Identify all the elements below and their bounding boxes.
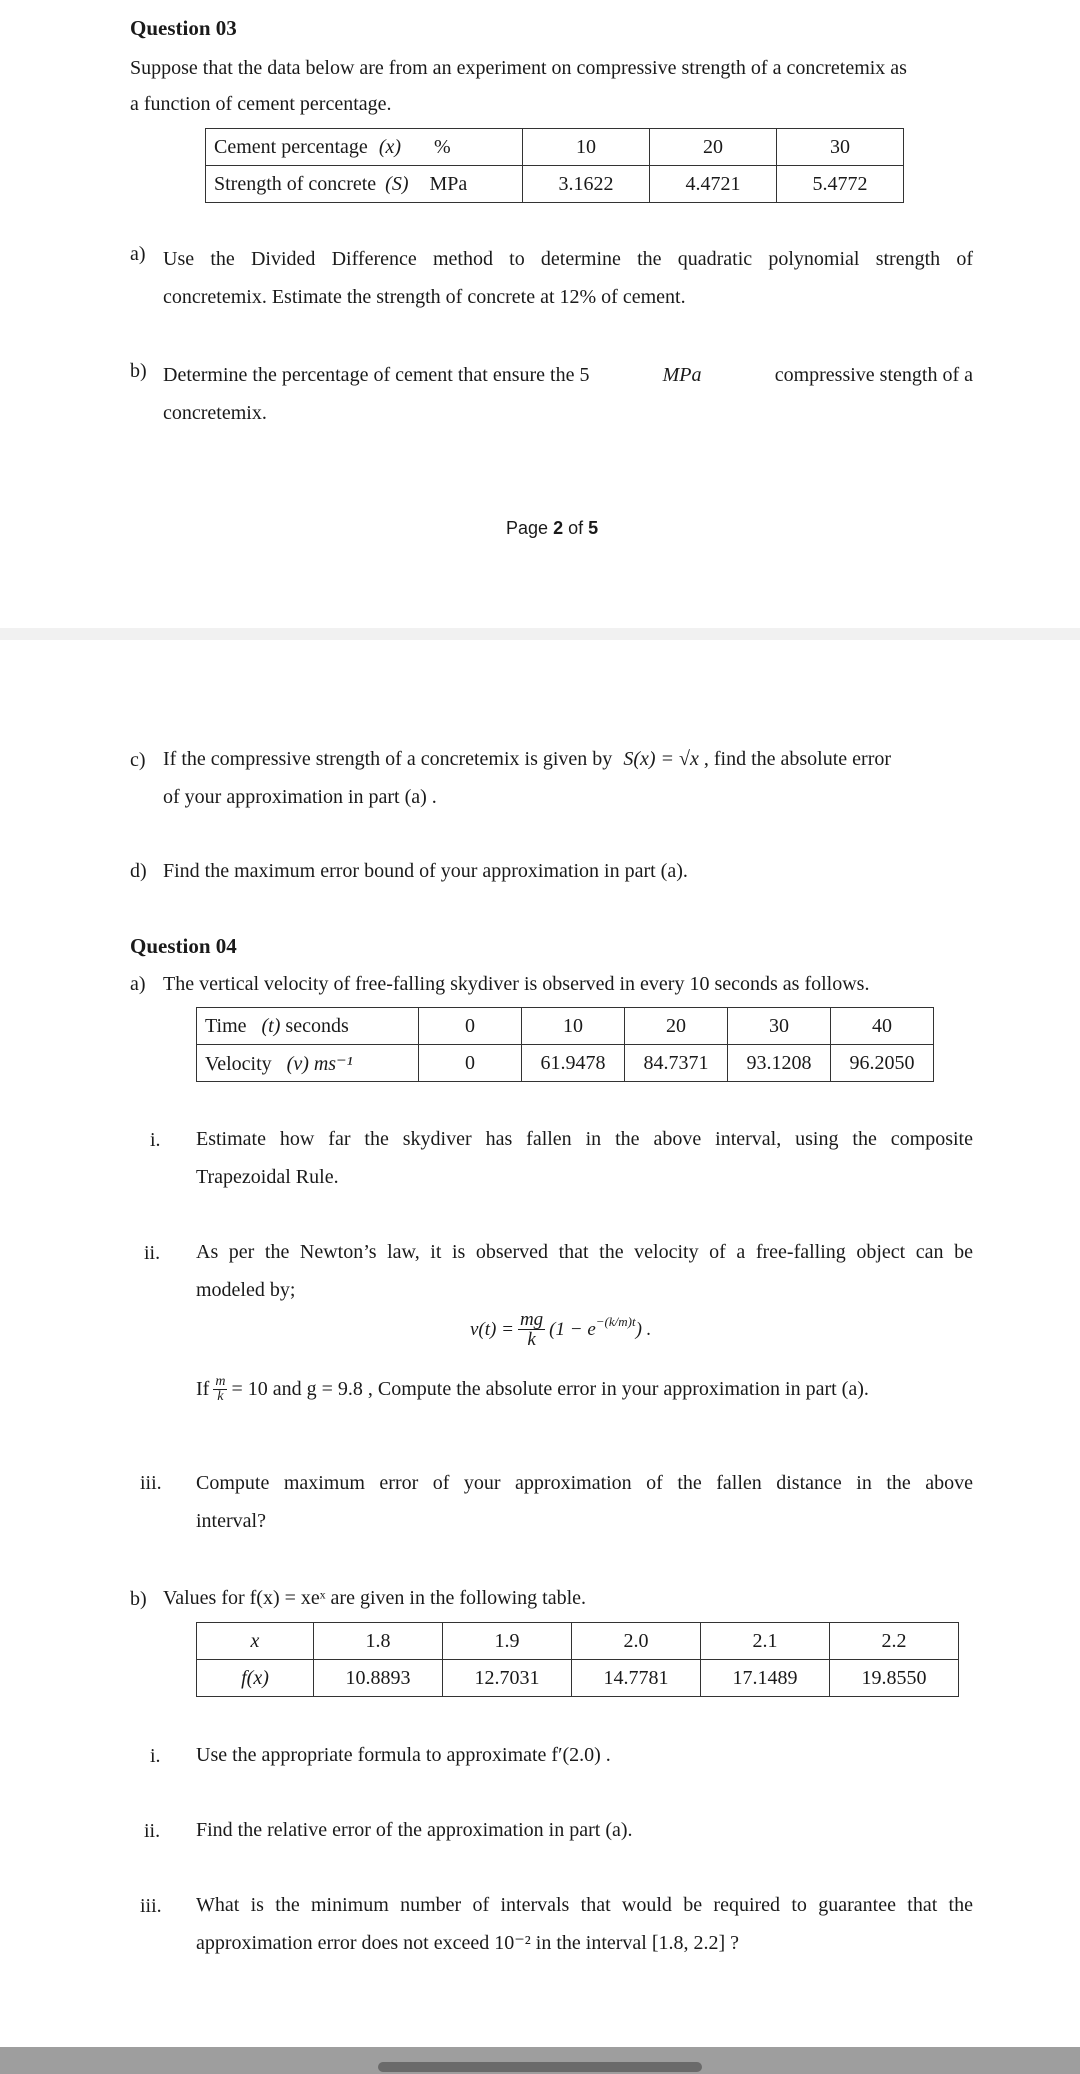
q4-aii-marker: ii. [144,1242,161,1264]
table-row [197,1623,959,1660]
q3-intro-line1: Suppose that the data below are from an experiment on compressive strength of a concretemix as [130,57,907,79]
q4-aii-line1: As per the Newton’s law, it is observed that the velocity of a free-falling object can be [196,1241,973,1263]
table-cell: 12.7031 [443,1660,572,1697]
q3-data-table [205,128,904,203]
q4-row2-label: Velocity [205,1052,272,1075]
cond-if: If [196,1378,210,1400]
q3-c-line1-post: , find the absolute error [703,748,892,770]
q4-velocity-table [196,1007,934,1082]
table-cell: f(x) [197,1660,314,1697]
q4-velocity-formula [470,1310,651,1349]
table-cell: 2.1 [701,1623,830,1660]
q3-a-line2: concretemix. Estimate the strength of concrete at 12% of cement. [163,286,686,308]
page-of: of [568,518,584,538]
table-cell: 2.0 [572,1623,701,1660]
page-number [506,518,598,539]
q4-biii-line2: approximation error does not exceed 10⁻² in the interval [1.8, 2.2] ? [196,1932,740,1954]
q3-c-line1-pre: If the compressive strength of a concretemix is given by [163,748,613,770]
q3-b-text [163,356,973,432]
page-label: Page [506,518,549,538]
table-cell: 96.2050 [831,1045,934,1082]
q3-d-marker: d) [130,860,147,882]
scrollbar-thumb[interactable] [378,2062,702,2072]
table-row [197,1045,934,1082]
table-cell: 93.1208 [728,1045,831,1082]
q3-b-line1-post: compressive stength of a [774,364,973,386]
table-row [197,1008,934,1045]
q3-b-marker: b) [130,360,147,382]
table-cell: 10 [522,1008,625,1045]
q4-row2-label-cell [197,1045,419,1082]
formula-fraction [518,1310,545,1349]
q3-intro-line2: a function of cement percentage. [130,93,392,115]
page-separator [0,628,1080,640]
q3-a-text [163,240,973,316]
page-total: 5 [588,518,599,538]
formula-rest: (1 − e [549,1318,596,1340]
q3-c-line1 [163,740,973,778]
q4-b-marker: b) [130,1588,147,1610]
q4-aiii-marker: iii. [140,1472,162,1494]
q4-ai-line1: Estimate how far the skydiver has fallen in the above interval, using the composite [196,1128,973,1150]
q3-b-line1-pre: Determine the percentage of cement that ensure the 5 [163,364,590,386]
q4-biii-marker: iii. [140,1895,162,1917]
q4-aii-line2: modeled by; [196,1279,296,1301]
q4-condition-line [196,1375,869,1404]
q4-b-line1: Values for f(x) = xeˣ are given in the following table. [163,1587,587,1609]
q3-row2-unit: MPa [429,172,468,195]
table-cell: 10 [523,129,650,166]
q3-b-unit: MPa [662,364,702,386]
q4-title: Question 04 [130,934,237,958]
table-cell: 0 [419,1045,522,1082]
q3-row1-unit: % [434,135,451,158]
table-cell: 14.7781 [572,1660,701,1697]
table-cell: 30 [728,1008,831,1045]
cond-den: k [217,1389,224,1404]
q3-c-text [163,740,973,816]
table-cell: 4.4721 [650,166,777,203]
q4-ai-marker: i. [150,1129,161,1151]
table-cell: 20 [625,1008,728,1045]
q3-title: Question 03 [130,16,237,40]
table-row [206,166,904,203]
formula-close: ) . [635,1318,652,1340]
table-row [197,1660,959,1697]
table-cell: 61.9478 [522,1045,625,1082]
table-cell: 1.8 [314,1623,443,1660]
q3-row2-label: Strength of concrete [214,172,377,195]
formula-num: mg [519,1309,544,1330]
table-cell: 20 [650,129,777,166]
q4-bi-marker: i. [150,1745,161,1767]
formula-lhs: v(t) = [470,1318,514,1340]
cond-fraction [213,1375,227,1404]
q4-bi-line1: Use the appropriate formula to approximate f′(2.0) . [196,1744,611,1766]
q4-row1-label-cell [197,1008,419,1045]
table-cell: x [197,1623,314,1660]
q3-d-line1: Find the maximum error bound of your approximation in part (a). [163,860,688,882]
q4-aiii-text [196,1464,973,1540]
q4-biii-line1: What is the minimum number of intervals that would be required to guarantee that the [196,1894,973,1916]
q3-row2-var: (S) [385,172,409,195]
q3-intro [130,49,990,123]
q4-fx-table [196,1622,959,1697]
q4-row2-unit: ms⁻¹ [313,1052,353,1075]
q3-a-line1: Use the Divided Difference method to determine the quadratic polynomial strength of [163,248,973,270]
q3-c-formula: S(x) = √x [623,748,699,770]
table-cell: 3.1622 [523,166,650,203]
page-current: 2 [553,518,564,538]
q3-c-marker: c) [130,749,146,771]
q4-aiii-line1: Compute maximum error of your approximation of the fallen distance in the above [196,1472,973,1494]
table-cell: 10.8893 [314,1660,443,1697]
table-cell: 2.2 [830,1623,959,1660]
q4-a-marker: a) [130,973,146,995]
q4-row1-label: Time [205,1014,247,1037]
q4-bii-line1: Find the relative error of the approximation in part (a). [196,1819,633,1841]
q4-biii-text [196,1886,973,1962]
q3-row1-var: (x) [378,135,402,158]
cond-text: = 10 and g = 9.8 , Compute the absolute error in your approximation in part (a). [231,1378,869,1400]
table-row [206,129,904,166]
q4-row1-var: (t) [261,1014,281,1037]
cond-num: m [215,1374,226,1389]
q4-row2-var: (v) [286,1052,309,1075]
formula-den: k [527,1329,536,1350]
q3-b-line1 [163,356,973,394]
q3-row1-label: Cement percentage [214,135,368,158]
q4-aiii-line2: interval? [196,1510,266,1532]
q3-row1-label-cell [206,129,523,166]
table-cell: 1.9 [443,1623,572,1660]
q3-row2-label-cell [206,166,523,203]
q3-c-line2: of your approximation in part (a) . [163,786,437,808]
table-cell: 17.1489 [701,1660,830,1697]
q3-a-marker: a) [130,243,146,265]
q4-row1-unit: seconds [285,1014,349,1037]
q4-aii-text [196,1233,973,1309]
q3-b-line2: concretemix. [163,402,267,424]
q4-bii-marker: ii. [144,1820,161,1842]
table-cell: 0 [419,1008,522,1045]
table-cell: 40 [831,1008,934,1045]
formula-exp: −(k/m)t [595,1313,636,1329]
table-cell: 30 [777,129,904,166]
table-cell: 5.4772 [777,166,904,203]
table-cell: 84.7371 [625,1045,728,1082]
q4-ai-text [196,1120,973,1196]
table-cell: 19.8550 [830,1660,959,1697]
q4-a-line1: The vertical velocity of free-falling skydiver is observed in every 10 seconds as follows. [163,973,870,995]
q4-ai-line2: Trapezoidal Rule. [196,1166,339,1188]
